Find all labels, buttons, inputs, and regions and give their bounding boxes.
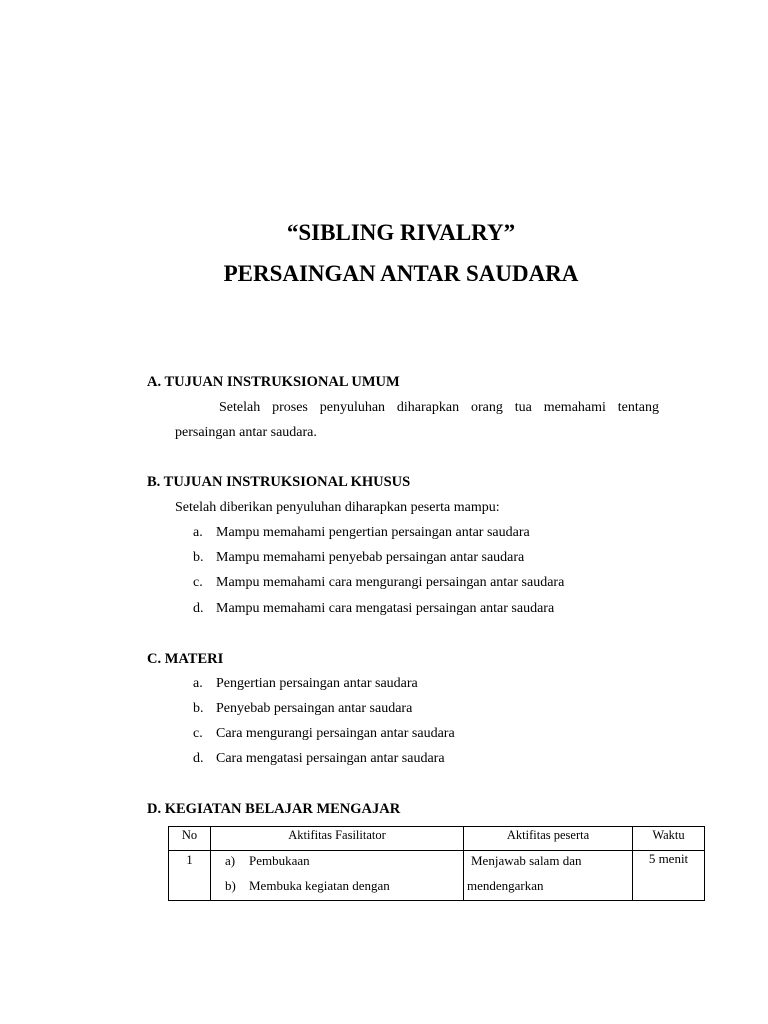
section-c-item-marker: d. xyxy=(193,751,204,766)
section-c-item-text: Penyebab persaingan antar saudara xyxy=(216,701,413,716)
section-b-item-marker: b. xyxy=(193,550,204,565)
section-c-item-marker: a. xyxy=(193,676,203,691)
section-c-item-text: Cara mengurangi persaingan antar saudara xyxy=(216,726,455,741)
document-title: “SIBLING RIVALRY” xyxy=(286,220,516,245)
document-subtitle: PERSAINGAN ANTAR SAUDARA xyxy=(223,261,579,286)
section-d-heading: D. KEGIATAN BELAJAR MENGAJAR xyxy=(147,801,401,817)
table-cell-fasilitator-text: Membuka kegiatan dengan xyxy=(249,878,390,893)
section-a-text-line-2: persaingan antar saudara. xyxy=(175,425,317,440)
table-cell-peserta: Menjawab salam dan xyxy=(471,853,582,868)
section-b-item-text: Mampu memahami cara mengurangi persaingan antar saudara xyxy=(216,575,565,590)
table-header-peserta: Aktifitas peserta xyxy=(506,828,590,842)
section-c-item-text: Pengertian persaingan antar saudara xyxy=(216,676,418,691)
table-cell-peserta: mendengarkan xyxy=(467,878,544,893)
section-b-heading: B. TUJUAN INSTRUKSIONAL KHUSUS xyxy=(147,474,411,490)
section-b-intro: Setelah diberikan penyuluhan diharapkan peserta mampu: xyxy=(175,500,500,515)
table-header-fasilitator: Aktifitas Fasilitator xyxy=(288,828,386,842)
section-b-item-text: Mampu memahami cara mengatasi persaingan antar saudara xyxy=(216,601,555,616)
table-header-no: No xyxy=(181,828,198,842)
table-cell-fasilitator-marker: b) xyxy=(225,878,236,893)
table-header-waktu: Waktu xyxy=(652,828,685,842)
table-cell-no: 1 xyxy=(186,852,193,867)
section-b-item-marker: a. xyxy=(193,525,203,540)
table-cell-fasilitator-text: Pembukaan xyxy=(249,853,310,868)
table-cell-waktu: 5 menit xyxy=(648,851,689,866)
section-b-item-marker: d. xyxy=(193,601,204,616)
section-c-item-marker: c. xyxy=(193,726,203,741)
section-c-heading: C. MATERI xyxy=(147,651,224,667)
section-b-item-text: Mampu memahami penyebab persaingan antar saudara xyxy=(216,550,525,565)
section-a-text-line-1: Setelah proses penyuluhan diharapkan orang tua memahami tentang xyxy=(219,400,659,415)
section-c-item-marker: b. xyxy=(193,701,204,716)
section-b-item-marker: c. xyxy=(193,575,203,590)
table-cell-fasilitator-marker: a) xyxy=(225,853,236,868)
section-a-heading: A. TUJUAN INSTRUKSIONAL UMUM xyxy=(147,374,400,390)
activity-table xyxy=(168,826,705,901)
section-b-item-text: Mampu memahami pengertian persaingan antar saudara xyxy=(216,525,530,540)
section-c-item-text: Cara mengatasi persaingan antar saudara xyxy=(216,751,445,766)
table-row-divider xyxy=(169,850,704,851)
